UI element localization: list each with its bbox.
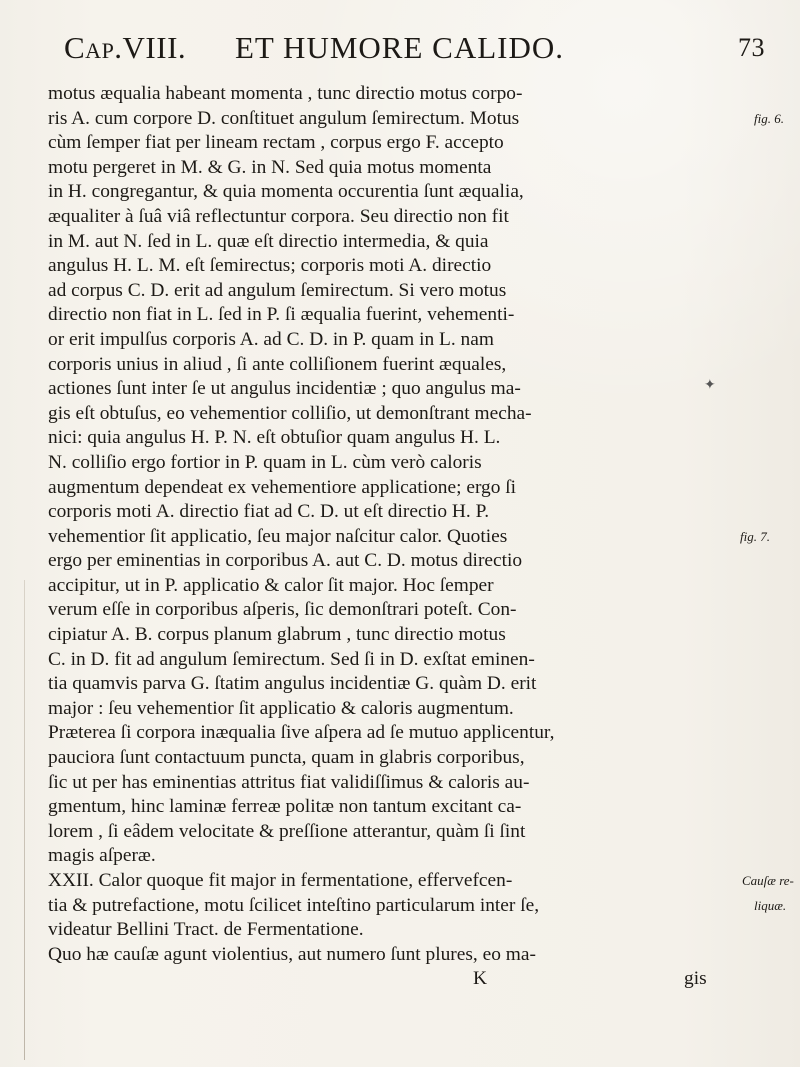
body-text [48, 82, 794, 992]
text-line: motus æqualia habeant momenta , tunc directio motus corpo- [48, 83, 523, 104]
text-line: tia & putrefactione, motu ſcilicet inteſtino particularum inter ſe, liquæ. [48, 894, 778, 919]
text-line: ſic ut per has eminentias attritus fiat validiſſimus & caloris au- [48, 771, 530, 793]
text-line: cùm ſemper fiat per lineam rectam , corpus ergo F. accepto [48, 132, 504, 154]
text-line: videatur Bellini Tract. de Fermentatione. [48, 919, 364, 941]
marginal-note: fig. 6. [754, 110, 784, 126]
text-line: in M. aut N. ſed in L. quæ eſt directio intermedia, & quia [48, 230, 489, 252]
text-line: vehementior ſit applicatio, ſeu major naſcitur calor. Quoties fig. 7. [48, 525, 778, 550]
catchword: gis [684, 968, 707, 990]
text-line: cipiatur A. B. corpus planum glabrum , tunc directio motus [48, 624, 506, 646]
text-line: tia quamvis parva G. ſtatim angulus incidentiæ G. quàm D. erit [48, 673, 537, 695]
text-line: verum eſſe in corporibus aſperis, ſic demonſtrari poteſt. Con- [48, 599, 517, 621]
text-line: N. colliſio ergo fortior in P. quam in L. cùm verò caloris [48, 451, 482, 473]
text-line: lorem , ſi eâdem velocitate & preſſione atterantur, quàm ſi ſint [48, 820, 526, 842]
page-title: ET HUMORE CALIDO. [235, 30, 564, 65]
chapter-heading: Cap.VIII. [64, 30, 187, 65]
text-line: motu pergeret in M. & G. in N. Sed quia motus momenta [48, 156, 492, 178]
marginal-note: liquæ. [754, 897, 787, 913]
running-head [64, 28, 776, 68]
text-line: angulus H. L. M. eſt ſemirectus; corporis moti A. directio [48, 255, 492, 277]
text-line: gis eſt obtuſus, eo vehementior colliſio, ut demonſtrant mecha- [48, 402, 532, 424]
text-line: in H. congregantur, & quia momenta occurentia ſunt æqualia, [48, 181, 524, 203]
text-line: pauciora ſunt contactuum puncta, quam in glabris corporibus, [48, 747, 525, 769]
text-line: magis aſperæ. [48, 845, 156, 867]
gutter-shadow [24, 580, 25, 1060]
text-line: major : ſeu vehementior ſit applicatio & caloris augmentum. [48, 697, 514, 719]
text-line: æqualiter à ſuâ viâ reflectuntur corpora. Seu directio non fit [48, 205, 509, 227]
text-line: ad corpus C. D. erit ad angulum ſemirectum. Si vero motus [48, 279, 507, 301]
marginal-note: Cauſæ re- [742, 873, 794, 888]
catchword-line [48, 967, 778, 992]
text-line: or erit impulſus corporis A. ad C. D. in P. quam in L. nam [48, 328, 494, 350]
text-line: augmentum dependeat ex vehementiore applicatione; ergo ſi [48, 476, 517, 498]
text-line: directio non fiat in L. ſed in P. ſi æqualia fuerint, vehementi- [48, 304, 515, 326]
text-line: Quo hæ cauſæ agunt violentius, aut numero ſunt plures, eo ma- [48, 943, 536, 965]
text-line: gmentum, hinc laminæ ferreæ politæ non tantum excitant ca- [48, 796, 522, 818]
signature-mark: K [473, 968, 488, 990]
text-line: Præterea ſi corpora inæqualia ſive aſpera ad ſe mutuo applicentur, [48, 722, 555, 744]
text-line: ergo per eminentias in corporibus A. aut C. D. motus directio [48, 550, 523, 572]
marginal-note: fig. 7. [740, 528, 770, 544]
text-line: corporis unius in aliud , ſi ante colliſionem fuerint æquales, [48, 353, 507, 375]
catchword-row [48, 967, 778, 992]
text-line: ris A. cum corpore D. conſtituet angulum ſemirectum. Motus fig. 6. [48, 107, 778, 132]
page-number: 73 [738, 33, 765, 62]
text-line: actiones ſunt inter ſe ut angulus incidentiæ ; quo angulus ma- [48, 378, 521, 400]
text-line: C. in D. fit ad angulum ſemirectum. Sed ſi in D. exſtat eminen- [48, 648, 535, 670]
ornament-star-icon: ✦ [704, 378, 716, 393]
text-line: XXII. Calor quoque fit major in fermentatione, effervefcen- Cauſæ re- [48, 869, 778, 894]
text-line: accipitur, ut in P. applicatio & calor ſit major. Hoc ſemper [48, 574, 494, 596]
text-line: corporis moti A. directio fiat ad C. D. ut eſt directio H. P. [48, 501, 490, 523]
text-line: nici: quia angulus H. P. N. eſt obtuſior quam angulus H. L. [48, 427, 501, 449]
